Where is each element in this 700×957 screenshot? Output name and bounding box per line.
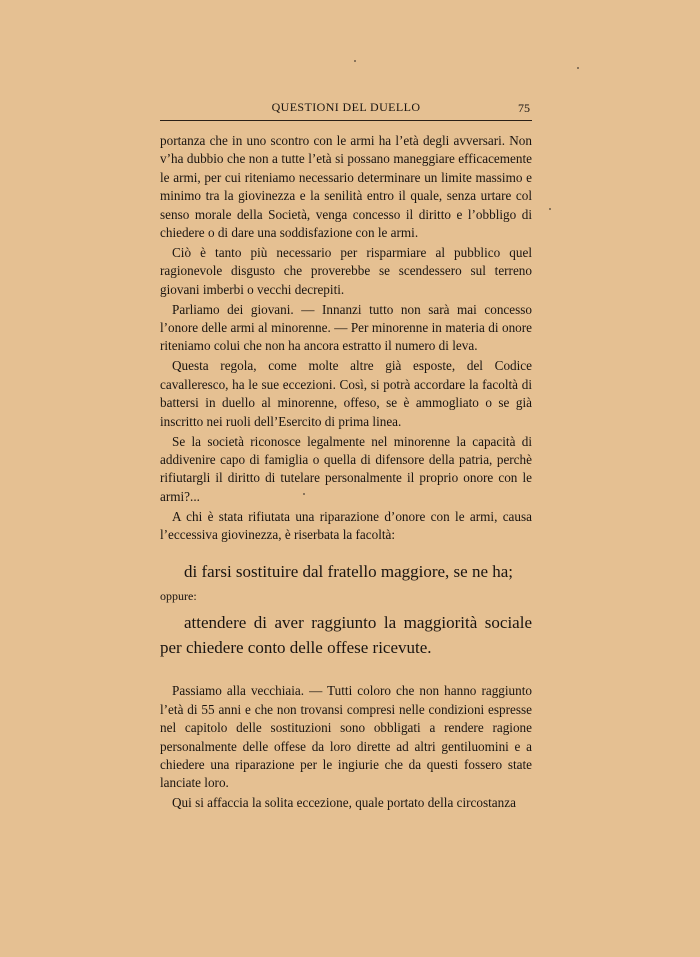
paragraph: Questa regola, come molte altre già esposte, del Codice cavalleresco, ha le sue eccezioni. Così, si potrà accordare la facoltà di battersi in duello al minorenne, offeso, se è ammogliato o se già inscritto nei ruoli dell’Esercito di prima linea. [160, 358, 532, 429]
paragraph: A chi è stata rifiutata una riparazione d’onore con le armi, causa l’eccessiva giovinezza, è riserbata la facoltà: [160, 508, 532, 543]
paper-speck [577, 67, 579, 69]
paragraph: Passiamo alla vecchiaia. — Tutti coloro che non hanno raggiunto l’età di 55 anni e che non trovansi compresi nelle condizioni espresse nel capitolo delle sostituzioni sono obbligati a rendere ragione personalmente delle offese da loro dirette ad altri gentiluomini e a chiedere una riparazione per le ingiurie che da questi fossero state lanciate loro. [160, 683, 532, 791]
quoted-option-second: attendere di aver raggiunto la maggiorità sociale per chiedere conto delle offese ricevute. [160, 613, 532, 658]
paragraph: Se la società riconosce legalmente nel minorenne la capacità di addivenire capo di famiglia o quella di difensore della patria, perchè rifiutargli il diritto di tutelare personalmente il proprio onore con le armi?... [160, 433, 532, 504]
page-body [160, 132, 532, 814]
running-header [160, 100, 532, 121]
running-title: QUESTIONI DEL DUELLO [271, 100, 421, 114]
quote-connector: oppure: [160, 589, 197, 604]
paragraph: Ciò è tanto più necessario per risparmiare al pubblico quel ragionevole disgusto che proverebbe se scendessero sul terreno giovani imberbi o vecchi decrepiti. [160, 244, 532, 297]
paper-speck [354, 60, 356, 62]
page-number: 75 [518, 101, 530, 115]
paper-speck [549, 208, 551, 210]
paragraph: portanza che in uno scontro con le armi ha l’età degli avversari. Non v’ha dubbio che non a tutte l’età si possano maneggiare efficacemente le armi, per cui riteniamo necessario determinare un limite massimo e minimo tra la giovinezza e la senilità entro il quale, senza urtare col senso morale della Società, venga concesso il diritto e l’obbligo di chiedere o di dare una soddisfazione con le armi. [160, 133, 532, 241]
quoted-option-first: di farsi sostituire dal fratello maggiore, se ne ha; [184, 562, 514, 582]
paragraph: Qui si affaccia la solita eccezione, quale portato della circostanza [172, 795, 516, 811]
paragraph: Parliamo dei giovani. — Innanzi tutto non sarà mai concesso l’onore delle armi al minorenne. — Per minorenne in materia di onore riteniamo colui che non ha ancora estratto il numero di leva. [160, 301, 532, 354]
